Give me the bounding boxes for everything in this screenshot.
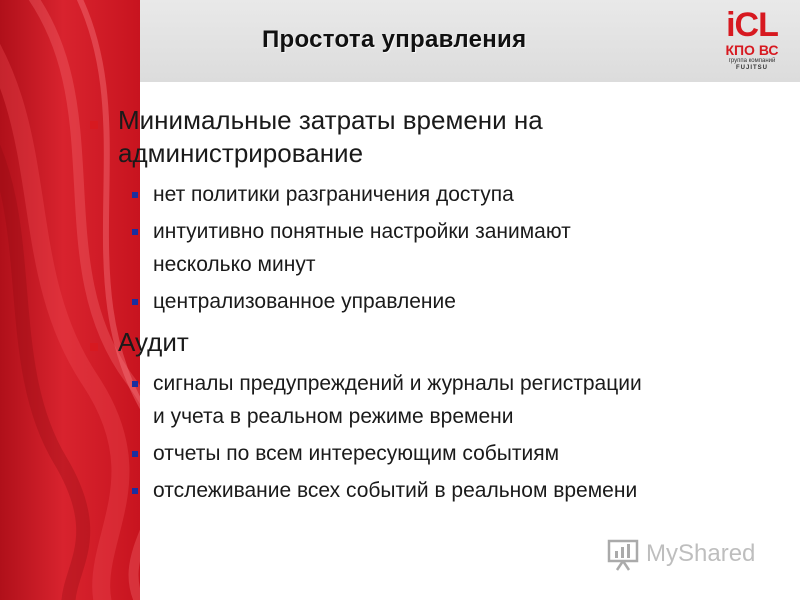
blue-square-bullet-icon xyxy=(132,192,138,198)
bullet-level2 xyxy=(88,474,788,507)
logo-partner: FUJITSU xyxy=(735,65,768,71)
slide-title: Простота управления xyxy=(262,26,527,53)
bullet-text-line: нет политики разграничения доступа xyxy=(153,183,514,206)
bullet-text-line: Минимальные затраты времени на xyxy=(118,105,543,135)
blue-square-bullet-icon xyxy=(132,299,138,305)
bullet-level1 xyxy=(88,104,788,170)
icl-logo xyxy=(712,8,792,78)
logo-caption: группа компаний xyxy=(728,58,776,64)
bullet-text-line: отчеты по всем интересующим событиям xyxy=(153,442,560,465)
watermark-text: MyShared xyxy=(646,540,756,567)
bullet-text-line: интуитивно понятные настройки занимают xyxy=(153,220,571,243)
bullet-level2 xyxy=(88,437,788,470)
bullet-text-line: централизованное управление xyxy=(153,290,456,313)
bullet-text-line: администрирование xyxy=(118,138,364,168)
red-square-bullet-icon xyxy=(90,121,98,129)
bullet-text-line: отслеживание всех событий в реальном времени xyxy=(153,479,638,502)
bullet-text-line: Аудит xyxy=(118,327,189,357)
bullet-text-line: и учета в реальном режиме времени xyxy=(153,405,514,428)
myshared-watermark xyxy=(606,536,755,572)
blue-square-bullet-icon xyxy=(132,451,138,457)
bullet-level2 xyxy=(88,215,788,281)
bullet-level1 xyxy=(88,326,788,359)
presentation-chart-icon xyxy=(606,536,642,572)
bullet-level2 xyxy=(88,178,788,211)
bullet-text-line: несколько минут xyxy=(153,253,316,276)
logo-sub-text: КПО ВС xyxy=(725,42,779,58)
bullet-text-line: сигналы предупреждений и журналы регистрации xyxy=(153,372,642,395)
bullet-content xyxy=(88,104,788,511)
red-square-bullet-icon xyxy=(90,343,98,351)
blue-square-bullet-icon xyxy=(132,381,138,387)
blue-square-bullet-icon xyxy=(132,488,138,494)
blue-square-bullet-icon xyxy=(132,229,138,235)
bullet-level2 xyxy=(88,367,788,433)
bullet-level2 xyxy=(88,285,788,318)
logo-main-text: iCL xyxy=(726,6,778,44)
